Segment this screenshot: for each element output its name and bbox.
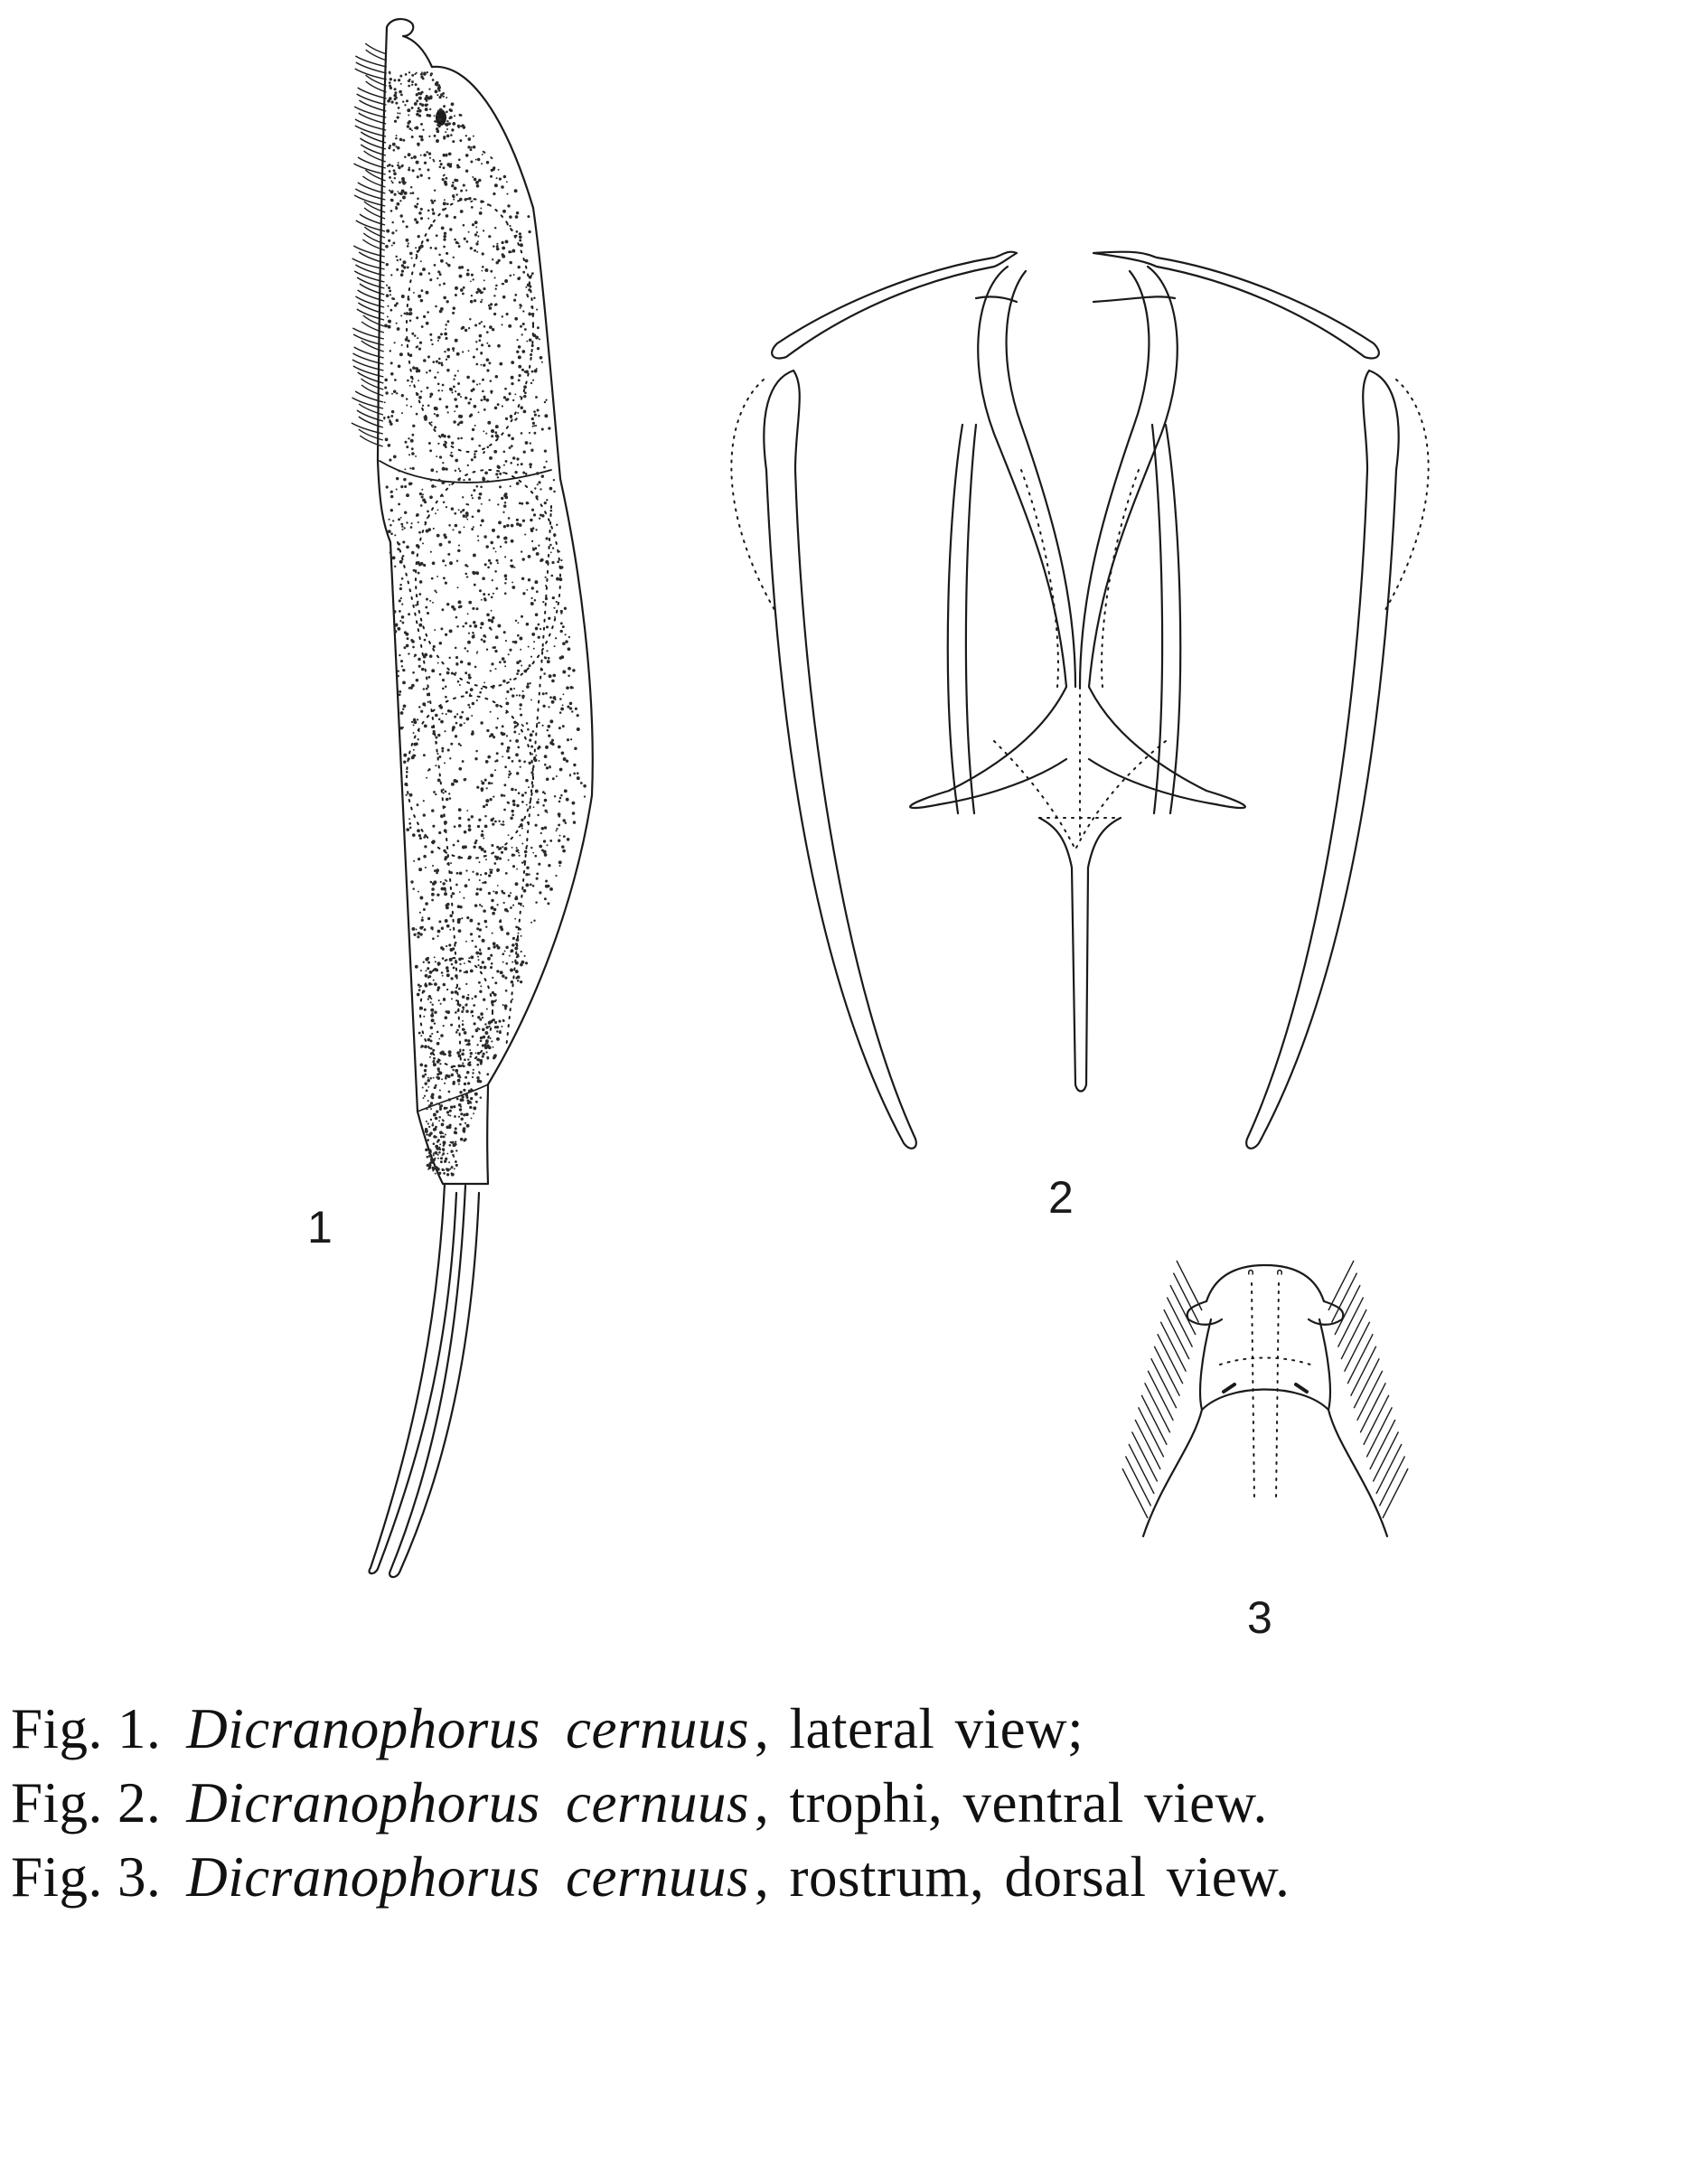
fulcrum [1039,818,1121,1092]
caption-species: Dicranophorus cernuus [186,1771,750,1834]
caption-label: Fig. 3. [11,1845,162,1909]
caption-fig-3 [11,1840,1701,1914]
figure-captions [11,1692,1701,1914]
figure-1-drawing [370,19,593,1577]
caption-description: , lateral view; [755,1697,1084,1760]
figure-2-drawing [731,252,1428,1149]
caption-label: Fig. 1. [11,1697,162,1760]
body-outline [378,27,593,1184]
caption-species: Dicranophorus cernuus [186,1845,750,1909]
head-tip [387,19,432,67]
figure-number-3: 3 [1247,1592,1272,1643]
figure-number-2: 2 [1048,1172,1074,1223]
caption-fig-2 [11,1766,1701,1840]
caption-description: , rostrum, dorsal view. [755,1845,1290,1909]
toe-left [370,1184,456,1573]
figure-number-1: 1 [307,1202,333,1253]
caption-label: Fig. 2. [11,1771,162,1834]
caption-description: , trophi, ventral view. [755,1771,1268,1834]
figure-3-drawing [1143,1265,1387,1536]
caption-fig-1 [11,1692,1701,1766]
caption-species: Dicranophorus cernuus [186,1697,750,1760]
